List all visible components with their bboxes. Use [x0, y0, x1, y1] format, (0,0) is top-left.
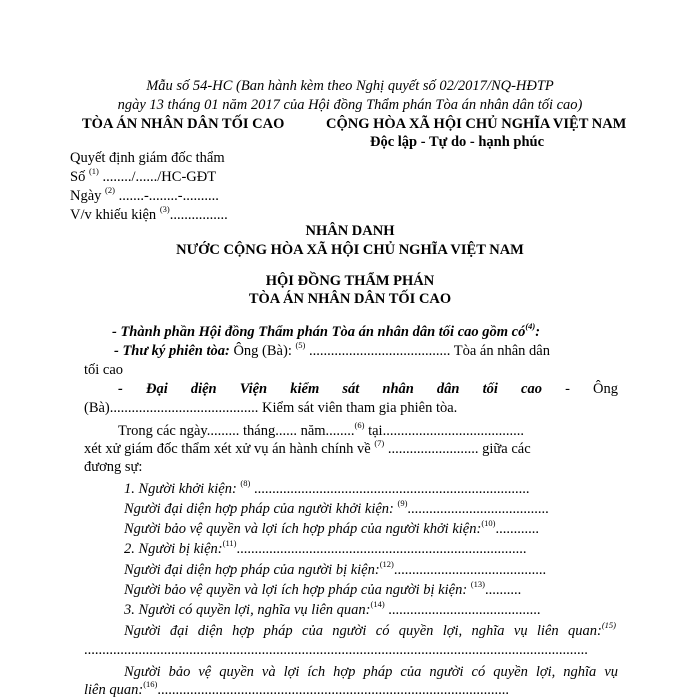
defendant-defender-line: Người bảo vệ quyền và lợi ích hợp pháp của người bị kiện: $^{(13)}$.......... — [124, 579, 522, 598]
clerk-line: - Thư ký phiên tòa: Ông (Bà): $^{(5)}$ ....................................... Tòa án nhân dân — [114, 340, 550, 359]
parties-line: đương sự: — [84, 459, 143, 475]
form-note-line1: Mẫu số 54-HC (Ban hành kèm theo Nghị quyết số 02/2017/NQ-HĐTP — [146, 78, 554, 94]
form-note-line2: ngày 13 tháng 01 năm 2017 của Hội đồng Thẩm phán Tòa án nhân dân tối cao) — [117, 97, 583, 113]
composition-line: - Thành phần Hội đồng Thẩm phán Tòa án nhân dân tối cao gồm $có^{(4)}$: — [112, 321, 541, 340]
related-party-line: 3. Người có quyền lợi, nghĩa vụ liên quan:$^{(14)}$ .......................................... — [124, 599, 541, 618]
motto-header: Độc lập - Tự do - hạnh phúc — [370, 134, 545, 150]
trial-line: xét xử giám đốc thẩm xét xử vụ án hành chính về $^{(7)}$ ......................... giữa các — [84, 438, 531, 457]
republic-header: CỘNG HÒA XÃ HỘI CHỦ NGHĨA VIỆT NAM — [326, 116, 627, 132]
defendant-line: 2. Người bị kiện:$^{(11)}$................................................................................ — [124, 538, 527, 557]
plaintiff-defender-line: Người bảo vệ quyền và lợi ích hợp pháp của người khởi kiện:$^{(10)}$............ — [124, 518, 539, 537]
court-name-header: TÒA ÁN NHÂN DÂN TỐI CAO — [82, 116, 285, 132]
related-defender-cont: liên quan:$^{(16)}$................................................................................................. — [84, 679, 509, 698]
procuracy-line-cont: (Bà)......................................... Kiểm sát viên tham gia phiên tòa. — [84, 400, 458, 416]
defendant-rep-line: Người đại diện hợp pháp của người bị kiện:$^{(12)}$.......................................... — [124, 559, 547, 578]
related-rep-dots: ........................................................................................................................................... — [84, 642, 588, 658]
clerk-line-cont: tối cao — [84, 362, 124, 378]
decision-date: Ngày $^{(2)}$ .......-........-.......... — [70, 185, 219, 204]
related-rep-line: Người đại diện hợp pháp của người có quyền lợi, nghĩa vụ liên quan:$^{(15)}$ — [124, 620, 616, 639]
procuracy-line: - Đại diện Viện kiểm sát nhân dân tối cao - Ông — [118, 381, 619, 397]
hearing-line: Trong các ngày......... tháng...... năm........$^{(6)}$ tại....................................... — [118, 420, 524, 439]
title-council: HỘI ĐỒNG THẨM PHÁN — [265, 273, 435, 289]
plaintiff-rep-line: Người đại diện hợp pháp của người khởi kiện: $^{(9)}$....................................... — [124, 498, 549, 517]
title-in-name: NHÂN DANH — [305, 223, 395, 239]
title-court: TÒA ÁN NHÂN DÂN TỐI CAO — [248, 291, 452, 307]
decision-subject: V/v khiếu kiện $^{(3)}$................ — [70, 204, 228, 223]
title-country: NƯỚC CỘNG HÒA XÃ HỘI CHỦ NGHĨA VIỆT NAM — [176, 242, 524, 258]
decision-number: Số $^{(1)}$ ......../....../HC-GĐT — [70, 166, 217, 185]
plaintiff-line: 1. Người khởi kiện: $^{(8)}$ ............................................................................ — [124, 478, 530, 497]
decision-title: Quyết định giám đốc thẩm — [70, 150, 225, 166]
related-defender-line: Người bảo vệ quyền và lợi ích hợp pháp của người có quyền lợi, nghĩa vụ — [124, 664, 618, 680]
